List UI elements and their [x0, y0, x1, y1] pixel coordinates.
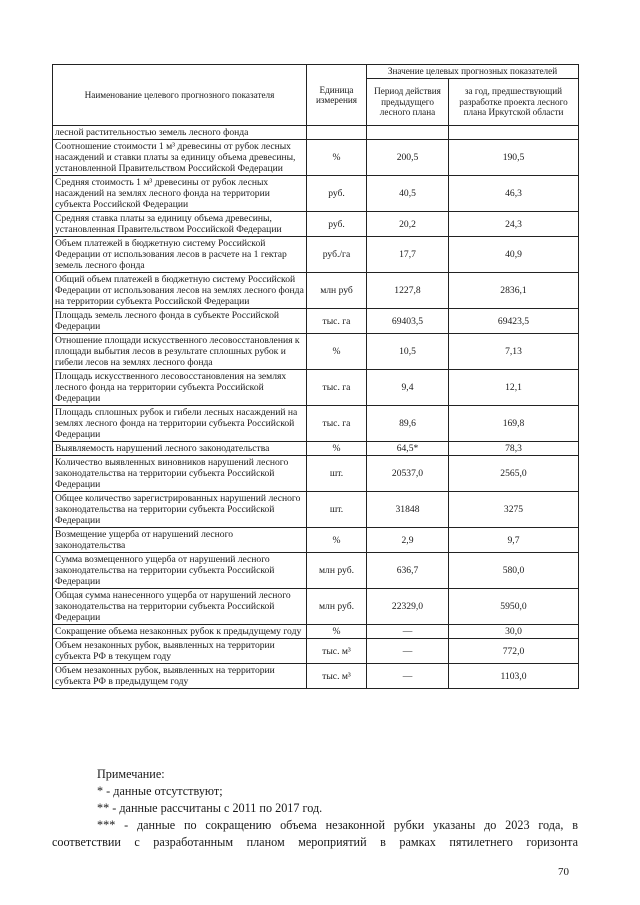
row-unit: шт. [307, 492, 367, 528]
row-unit: руб./га [307, 237, 367, 273]
row-value-next: 12,1 [449, 370, 579, 406]
row-value-prev: 69403,5 [367, 309, 449, 334]
table-row [53, 492, 579, 528]
row-unit: млн руб. [307, 553, 367, 589]
note-line-2: ** - данные рассчитаны с 2011 по 2017 год. [97, 801, 323, 815]
row-value-prev: 2,9 [367, 528, 449, 553]
row-value-prev: 89,6 [367, 406, 449, 442]
row-value-prev: 10,5 [367, 334, 449, 370]
row-value-prev: 40,5 [367, 176, 449, 212]
table-row [53, 212, 579, 237]
note-line-1: * - данные отсутствуют; [97, 784, 223, 798]
table-row [53, 370, 579, 406]
table-row [53, 140, 579, 176]
row-indicator-name: Общее количество зарегистрированных нарушений лесного законодательства на территории субъекта Российской Федерации [53, 492, 307, 528]
row-unit: % [307, 334, 367, 370]
row-unit: руб. [307, 212, 367, 237]
row-value-prev: — [367, 639, 449, 664]
table-row [53, 406, 579, 442]
row-value-next: 69423,5 [449, 309, 579, 334]
table-row [53, 456, 579, 492]
row-indicator-name: Объем незаконных рубок, выявленных на территории субъекта РФ в текущем году [53, 639, 307, 664]
row-value-next: 1103,0 [449, 664, 579, 689]
row-value-next: 2565,0 [449, 456, 579, 492]
row-value-next: 169,8 [449, 406, 579, 442]
notes-block [52, 766, 578, 851]
row-value-prev: 636,7 [367, 553, 449, 589]
notes-title: Примечание: [97, 767, 165, 781]
note-line-3a: *** - данные по сокращению объема незаконной рубки указаны до 2023 года, в [97, 818, 578, 832]
row-indicator-name: Площадь сплошных рубок и гибели лесных насаждений на землях лесного фонда на территории субъекта Российской Федерации [53, 406, 307, 442]
row-unit: тыс. м³ [307, 639, 367, 664]
table-row [53, 334, 579, 370]
row-indicator-name: Общая сумма нанесенного ущерба от нарушений лесного законодательства на территории субъекта Российской Федерации [53, 589, 307, 625]
row-value-prev: 20,2 [367, 212, 449, 237]
row-value-prev: 17,7 [367, 237, 449, 273]
row-indicator-name: Сокращение объема незаконных рубок к предыдущему году [53, 625, 307, 639]
table-row [53, 237, 579, 273]
table-row [53, 528, 579, 553]
row-indicator-name: Объем незаконных рубок, выявленных на территории субъекта РФ в предыдущем году [53, 664, 307, 689]
row-unit: % [307, 442, 367, 456]
row-unit: тыс. га [307, 309, 367, 334]
row-unit: млн руб. [307, 589, 367, 625]
table-row [53, 664, 579, 689]
row-unit: млн руб [307, 273, 367, 309]
row-unit: % [307, 625, 367, 639]
row-value-next: 2836,1 [449, 273, 579, 309]
row-value-next: 190,5 [449, 140, 579, 176]
table-row [53, 639, 579, 664]
row-value-prev: 20537,0 [367, 456, 449, 492]
row-value-prev: 200,5 [367, 140, 449, 176]
page-number: 70 [558, 866, 569, 878]
row-indicator-name: Сумма возмещенного ущерба от нарушений лесного законодательства на территории субъекта Российской Федерации [53, 553, 307, 589]
row-value-next: 9,7 [449, 528, 579, 553]
row-indicator-name: Средняя ставка платы за единицу объема древесины, установленная Правительством Российской Федерации [53, 212, 307, 237]
row-value-next: 24,3 [449, 212, 579, 237]
row-unit: % [307, 140, 367, 176]
row-value-prev: 22329,0 [367, 589, 449, 625]
table-row [53, 176, 579, 212]
table-row [53, 273, 579, 309]
header-period-prev: Период действия предыдущего лесного плана [367, 78, 449, 126]
row-unit: % [307, 528, 367, 553]
table-row [53, 553, 579, 589]
header-period-next: за год, предшествующий разработке проекта лесного плана Иркутской области [449, 78, 579, 126]
row-indicator-name: Отношение площади искусственного лесовосстановления к площади выбытия лесов в результате сплошных рубок и гибели лесов на землях лесного фонда [53, 334, 307, 370]
row-indicator-name: Выявляемость нарушений лесного законодательства [53, 442, 307, 456]
row-unit: руб. [307, 176, 367, 212]
row-value-next: 7,13 [449, 334, 579, 370]
row-unit: шт. [307, 456, 367, 492]
continuation-row [53, 126, 579, 140]
row-value-prev: 64,5* [367, 442, 449, 456]
row-indicator-name: Количество выявленных виновников нарушений лесного законодательства на территории субъекта Российской Федерации [53, 456, 307, 492]
row-value-prev: — [367, 664, 449, 689]
forest-indicators-table [52, 64, 579, 689]
row-value-prev: 1227,8 [367, 273, 449, 309]
row-value-next: 772,0 [449, 639, 579, 664]
header-values-group: Значение целевых прогнозных показателей [367, 65, 579, 79]
row-unit: тыс. м³ [307, 664, 367, 689]
row-value-next: 5950,0 [449, 589, 579, 625]
row-value-next: 78,3 [449, 442, 579, 456]
row-indicator-name: Средняя стоимость 1 м³ древесины от рубок лесных насаждений на землях лесного фонда на территории субъекта Российской Федерации [53, 176, 307, 212]
row-value-next: 3275 [449, 492, 579, 528]
table-row [53, 442, 579, 456]
row-value-prev: — [367, 625, 449, 639]
row-indicator-name: Площадь земель лесного фонда в субъекте Российской Федерации [53, 309, 307, 334]
table-header-row-1 [53, 65, 579, 79]
row-indicator-name: Соотношение стоимости 1 м³ древесины от рубок лесных насаждений и ставки платы за единицу объема древесины, установленной Правительством Российской Федерации [53, 140, 307, 176]
row-value-prev: 9,4 [367, 370, 449, 406]
row-value-next: 46,3 [449, 176, 579, 212]
note-line-3b: соответствии с разработанным планом мероприятий в рамках пятилетнего горизонта [52, 835, 578, 849]
continuation-text: лесной растительностью земель лесного фонда [53, 126, 307, 140]
row-value-prev: 31848 [367, 492, 449, 528]
row-indicator-name: Возмещение ущерба от нарушений лесного законодательства [53, 528, 307, 553]
table-row [53, 309, 579, 334]
row-indicator-name: Объем платежей в бюджетную систему Российской Федерации от использования лесов в расчете на 1 гектар земель лесного фонда [53, 237, 307, 273]
row-unit: тыс. га [307, 370, 367, 406]
row-value-next: 40,9 [449, 237, 579, 273]
row-unit: тыс. га [307, 406, 367, 442]
row-indicator-name: Общий объем платежей в бюджетную систему Российской Федерации от использования лесов на землях лесного фонда на территории субъекта Российской Федерации [53, 273, 307, 309]
row-value-next: 580,0 [449, 553, 579, 589]
row-value-next: 30,0 [449, 625, 579, 639]
header-unit: Единица измерения [307, 65, 367, 126]
table-row [53, 589, 579, 625]
row-indicator-name: Площадь искусственного лесовосстановления на землях лесного фонда на территории субъекта Российской Федерации [53, 370, 307, 406]
table-row [53, 625, 579, 639]
header-indicator-name: Наименование целевого прогнозного показателя [53, 65, 307, 126]
